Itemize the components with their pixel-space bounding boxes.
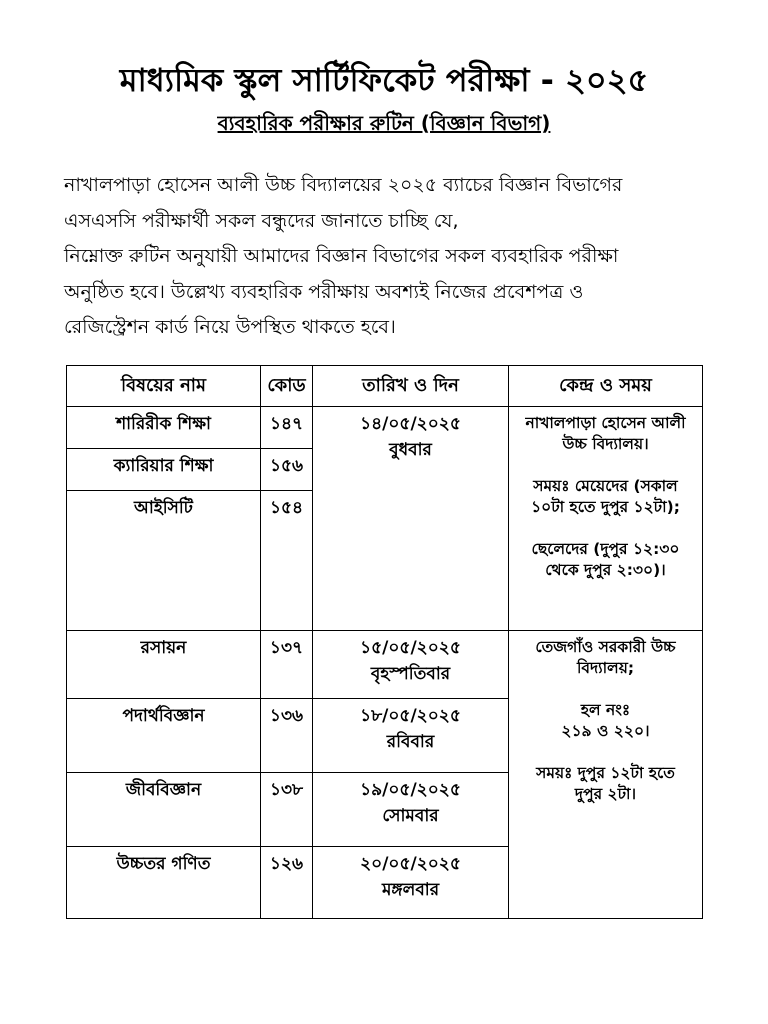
center-name-line: নাখালপাড়া হোসেন আলী xyxy=(525,414,686,432)
code-cell: ১৫৬ xyxy=(261,449,313,491)
code-cell: ১৫৪ xyxy=(261,491,313,631)
header-date-day: তারিখ ও দিন xyxy=(313,366,509,407)
paragraph-line: নাখালপাড়া হোসেন আলী উচ্চ বিদ্যালয়ের ২০২৫ ব্যাচের বিজ্ঞান বিভাগের xyxy=(64,174,623,196)
code-cell: ১২৬ xyxy=(261,847,313,919)
table-row xyxy=(67,631,703,699)
date-day-cell xyxy=(313,699,509,773)
subject-cell: উচ্চতর গণিত xyxy=(67,847,261,919)
center-name-line: বিদ্যালয়; xyxy=(576,659,635,677)
paragraph-line: অনুষ্ঠিত হবে। উল্লেখ্য ব্যবহারিক পরীক্ষায় অবশ্যই নিজের প্রবেশপত্র ও xyxy=(64,280,584,303)
time-line: ১০টা হতে দুপুর ১২টা); xyxy=(531,498,680,516)
date-day-cell xyxy=(313,407,509,631)
exam-day: সোমবার xyxy=(382,806,439,826)
center-name-line: উচ্চ বিদ্যালয়। xyxy=(562,435,649,453)
header-center-time: কেন্দ্র ও সময় xyxy=(509,366,703,407)
exam-routine-table xyxy=(66,365,703,919)
time-line: থেকে দুপুর ২:৩০)। xyxy=(545,561,666,579)
time-line: দুপুর ২টা। xyxy=(574,785,637,803)
subject-cell: শারিরীক শিক্ষা xyxy=(67,407,261,449)
date-day-cell xyxy=(313,847,509,919)
code-cell: ১৩৬ xyxy=(261,699,313,773)
center-name-line: তেজগাঁও সরকারী উচ্চ xyxy=(535,638,676,656)
exam-date: ১৪/০৫/২০২৫ xyxy=(360,414,461,434)
exam-date: ১৯/০৫/২০২৫ xyxy=(360,780,461,800)
date-day-cell xyxy=(313,631,509,699)
exam-date: ১৮/০৫/২০২৫ xyxy=(360,706,461,726)
exam-title: মাধ্যমিক স্কুল সার্টিফিকেট পরীক্ষা - ২০২৫ xyxy=(119,61,649,99)
exam-date: ১৫/০৫/২০২৫ xyxy=(360,638,461,658)
subject-cell: আইসিটি xyxy=(67,491,261,631)
exam-day: মঙ্গলবার xyxy=(381,880,440,900)
header-subject: বিষয়ের নাম xyxy=(67,366,261,407)
exam-day: বুধবার xyxy=(389,440,432,460)
subject-cell: রসায়ন xyxy=(67,631,261,699)
paragraph-line: এসএসসি পরীক্ষার্থী সকল বন্ধুদের জানাতে চাচ্ছি যে, xyxy=(64,209,459,232)
code-cell: ১৩৮ xyxy=(261,773,313,847)
time-line: সময়ঃ দুপুর ১২টা হতে xyxy=(536,764,675,782)
notice-paragraph xyxy=(64,168,714,346)
routine-subtitle: ব্যবহারিক পরীক্ষার রুটিন (বিজ্ঞান বিভাগ) xyxy=(217,111,551,135)
table-header-row xyxy=(67,366,703,407)
hall-line: ২১৯ ও ২২০। xyxy=(561,722,650,740)
table-row xyxy=(67,407,703,449)
code-cell: ১৪৭ xyxy=(261,407,313,449)
date-day-cell xyxy=(313,773,509,847)
exam-day: বৃহস্পতিবার xyxy=(370,664,451,684)
exam-day: রবিবার xyxy=(386,732,435,752)
time-line: সময়ঃ মেয়েদের (সকাল xyxy=(533,477,678,495)
subject-cell: জীববিজ্ঞান xyxy=(67,773,261,847)
code-cell: ১৩৭ xyxy=(261,631,313,699)
header-code: কোড xyxy=(261,366,313,407)
subject-cell: ক্যারিয়ার শিক্ষা xyxy=(67,449,261,491)
hall-line: হল নংঃ xyxy=(580,701,631,719)
paragraph-line: রেজিস্ট্রেশন কার্ড নিয়ে উপস্থিত থাকতে হবে। xyxy=(64,316,396,339)
paragraph-line: নিম্নোক্ত রুটিন অনুযায়ী আমাদের বিজ্ঞান বিভাগের সকল ব্যবহারিক পরীক্ষা xyxy=(64,245,619,268)
exam-date: ২০/০৫/২০২৫ xyxy=(360,854,461,874)
center-time-cell xyxy=(509,631,703,919)
time-line: ছেলেদের (দুপুর ১২:৩০ xyxy=(531,540,680,558)
center-time-cell xyxy=(509,407,703,631)
subject-cell: পদার্থবিজ্ঞান xyxy=(67,699,261,773)
